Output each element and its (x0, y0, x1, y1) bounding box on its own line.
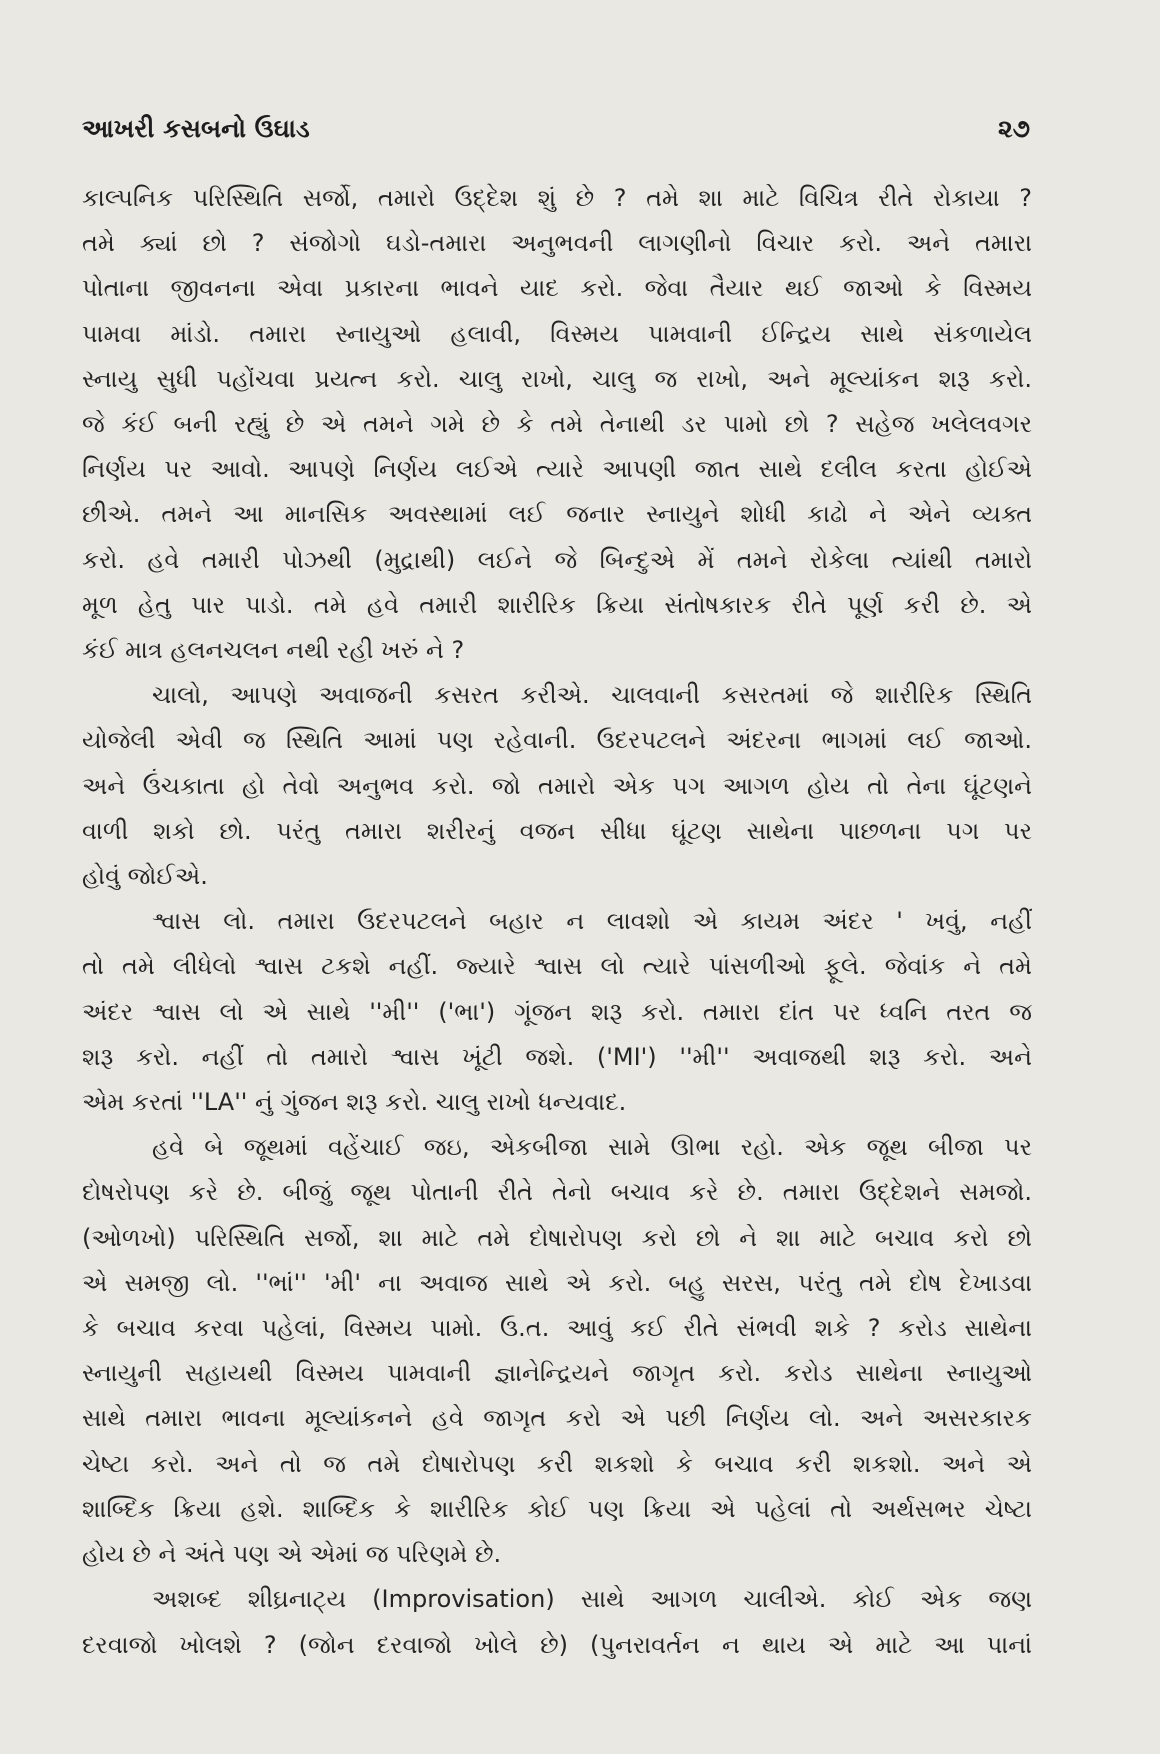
text-line: દરવાજો ખોલશે ? (જોન દરવાજો ખોલે છે) (પુનરાવર્તન ન થાય એ માટે આ પાનાં (82, 1630, 1032, 1659)
text-line: એમ કરતાં ''LA'' નું ગુંજન શરૂ કરો. ચાલુ રાખો ધન્યવાદ. (82, 1088, 627, 1117)
text-line: નિર્ણય પર આવો. આપણે નિર્ણય લઈએ ત્યારે આપણી જાત સાથે દલીલ કરતા હોઈએ (82, 455, 1032, 484)
text-line: છીએ. તમને આ માનસિક અવસ્થામાં લઈ જનાર સ્નાયુને શોધી કાઢો ને એને વ્યક્ત (82, 500, 1032, 529)
text-line: કંઈ માત્ર હલનચલન નથી રહી ખરું ને ? (82, 636, 465, 665)
text-line: ચેષ્ટા કરો. અને તો જ તમે દોષારોપણ કરી શકશો કે બચાવ કરી શકશો. અને એ (82, 1449, 1032, 1478)
text-line: શ્વાસ લો. તમારા ઉદરપટલને બહાર ન લાવશો એ કાયમ અંદર ' ખવું, નહીં (152, 907, 1032, 936)
text-line: અશબ્દ શીઘ્રનાટ્ય (Improvisation) સાથે આગળ ચાલીએ. કોઈ એક જણ (152, 1585, 1032, 1614)
running-title: આખરી કસબનો ઉઘાડ (82, 114, 310, 143)
text-line: કાલ્પનિક પરિસ્થિતિ સર્જો, તમારો ઉદ્દેશ શું છે ? તમે શા માટે વિચિત્ર રીતે રોકાયા ? (82, 184, 1032, 212)
text-line: પોતાના જીવનના એવા પ્રકારના ભાવને યાદ કરો. જેવા તૈયાર થઈ જાઓ કે વિસ્મય (82, 274, 1032, 303)
text-line: યોજેલી એવી જ સ્થિતિ આમાં પણ રહેવાની. ઉદરપટલને અંદરના ભાગમાં લઈ જાઓ. (82, 726, 1032, 755)
text-line: વાળી શકો છો. પરંતુ તમારા શરીરનું વજન સીધા ઘૂંટણ સાથેના પાછળના પગ પર (82, 816, 1032, 845)
text-line: દોષરોપણ કરે છે. બીજું જૂથ પોતાની રીતે તેનો બચાવ કરે છે. તમારા ઉદ્દેશને સમજો. (82, 1178, 1032, 1207)
text-line: એ સમજી લો. ''ભાં'' 'મી' ના અવાજ સાથે એ કરો. બહુ સરસ, પરંતુ તમે દોષ દેખાડવા (82, 1268, 1032, 1297)
text-line: અંદર શ્વાસ લો એ સાથે ''મી'' ('ભા') ગૂંજન શરૂ કરો. તમારા દાંત પર ધ્વનિ તરત જ (82, 997, 1032, 1026)
text-line: ચાલો, આપણે અવાજની કસરત કરીએ. ચાલવાની કસરતમાં જે શારીરિક સ્થિતિ (152, 681, 1032, 710)
text-line: જે કંઈ બની રહ્યું છે એ તમને ગમે છે કે તમે તેનાથી ડર પામો છો ? સહેજ ખલેલવગર (82, 410, 1032, 439)
text-line: સ્નાયુની સહાયથી વિસ્મય પામવાની જ્ઞાનેન્દ્રિયને જાગૃત કરો. કરોડ સાથેના સ્નાયુઓ (82, 1359, 1032, 1388)
body-text (82, 176, 1032, 1668)
text-line: હવે બે જૂથમાં વહેંચાઈ જઇ, એકબીજા સામે ઊભા રહો. એક જૂથ બીજા પર (152, 1133, 1032, 1162)
text-line: કરો. હવે તમારી પોઝથી (મુદ્રાથી) લઈને જે બિન્દુએ મેં તમને રોકેલા ત્યાંથી તમારો (82, 545, 1032, 574)
text-line: અને ઉંચકાતા હો તેવો અનુભવ કરો. જો તમારો એક પગ આગળ હોય તો તેના ઘૂંટણને (82, 771, 1032, 800)
text-line: શરૂ કરો. નહીં તો તમારો શ્વાસ ખૂંટી જશે. ('MI') ''મી'' અવાજથી શરૂ કરો. અને (82, 1042, 1032, 1071)
text-line: સ્નાયુ સુધી પહોંચવા પ્રયત્ન કરો. ચાલુ રાખો, ચાલુ જ રાખો, અને મૂલ્યાંકન શરૂ કરો. (82, 364, 1032, 393)
text-line: તમે ક્યાં છો ? સંજોગો ઘડો-તમારા અનુભવની લાગણીનો વિચાર કરો. અને તમારા (82, 229, 1032, 258)
text-line: કે બચાવ કરવા પહેલાં, વિસ્મય પામો. ઉ.ત. આવું કઈ રીતે સંભવી શકે ? કરોડ સાથેના (82, 1314, 1032, 1343)
text-line: સાથે તમારા ભાવના મૂલ્યાંકનને હવે જાગૃત કરો એ પછી નિર્ણય લો. અને અસરકારક (82, 1404, 1032, 1433)
text-line: હોવું જોઈએ. (82, 862, 208, 891)
page-number: ૨૭ (997, 114, 1030, 143)
text-line: હોય છે ને અંતે પણ એ એમાં જ પરિણમે છે. (82, 1540, 502, 1569)
text-line: (ઓળખો) પરિસ્થિતિ સર્જો, શા માટે તમે દોષારોપણ કરો છો ને શા માટે બચાવ કરો છો (82, 1223, 1032, 1252)
page-header (82, 114, 1030, 144)
text-line: પામવા માંડો. તમારા સ્નાયુઓ હલાવી, વિસ્મય પામવાની ઈન્દ્રિય સાથે સંકળાયેલ (82, 319, 1032, 348)
text-line: શાબ્દિક ક્રિયા હશે. શાબ્દિક કે શારીરિક કોઈ પણ ક્રિયા એ પહેલાં તો અર્થસભર ચેષ્ટા (82, 1494, 1032, 1523)
text-line: મૂળ હેતુ પાર પાડો. તમે હવે તમારી શારીરિક ક્રિયા સંતોષકારક રીતે પૂર્ણ કરી છે. એ (82, 590, 1032, 619)
text-line: તો તમે લીધેલો શ્વાસ ટકશે નહીં. જ્યારે શ્વાસ લો ત્યારે પાંસળીઓ ફૂલે. જેવાંક ને તમે (82, 952, 1032, 981)
